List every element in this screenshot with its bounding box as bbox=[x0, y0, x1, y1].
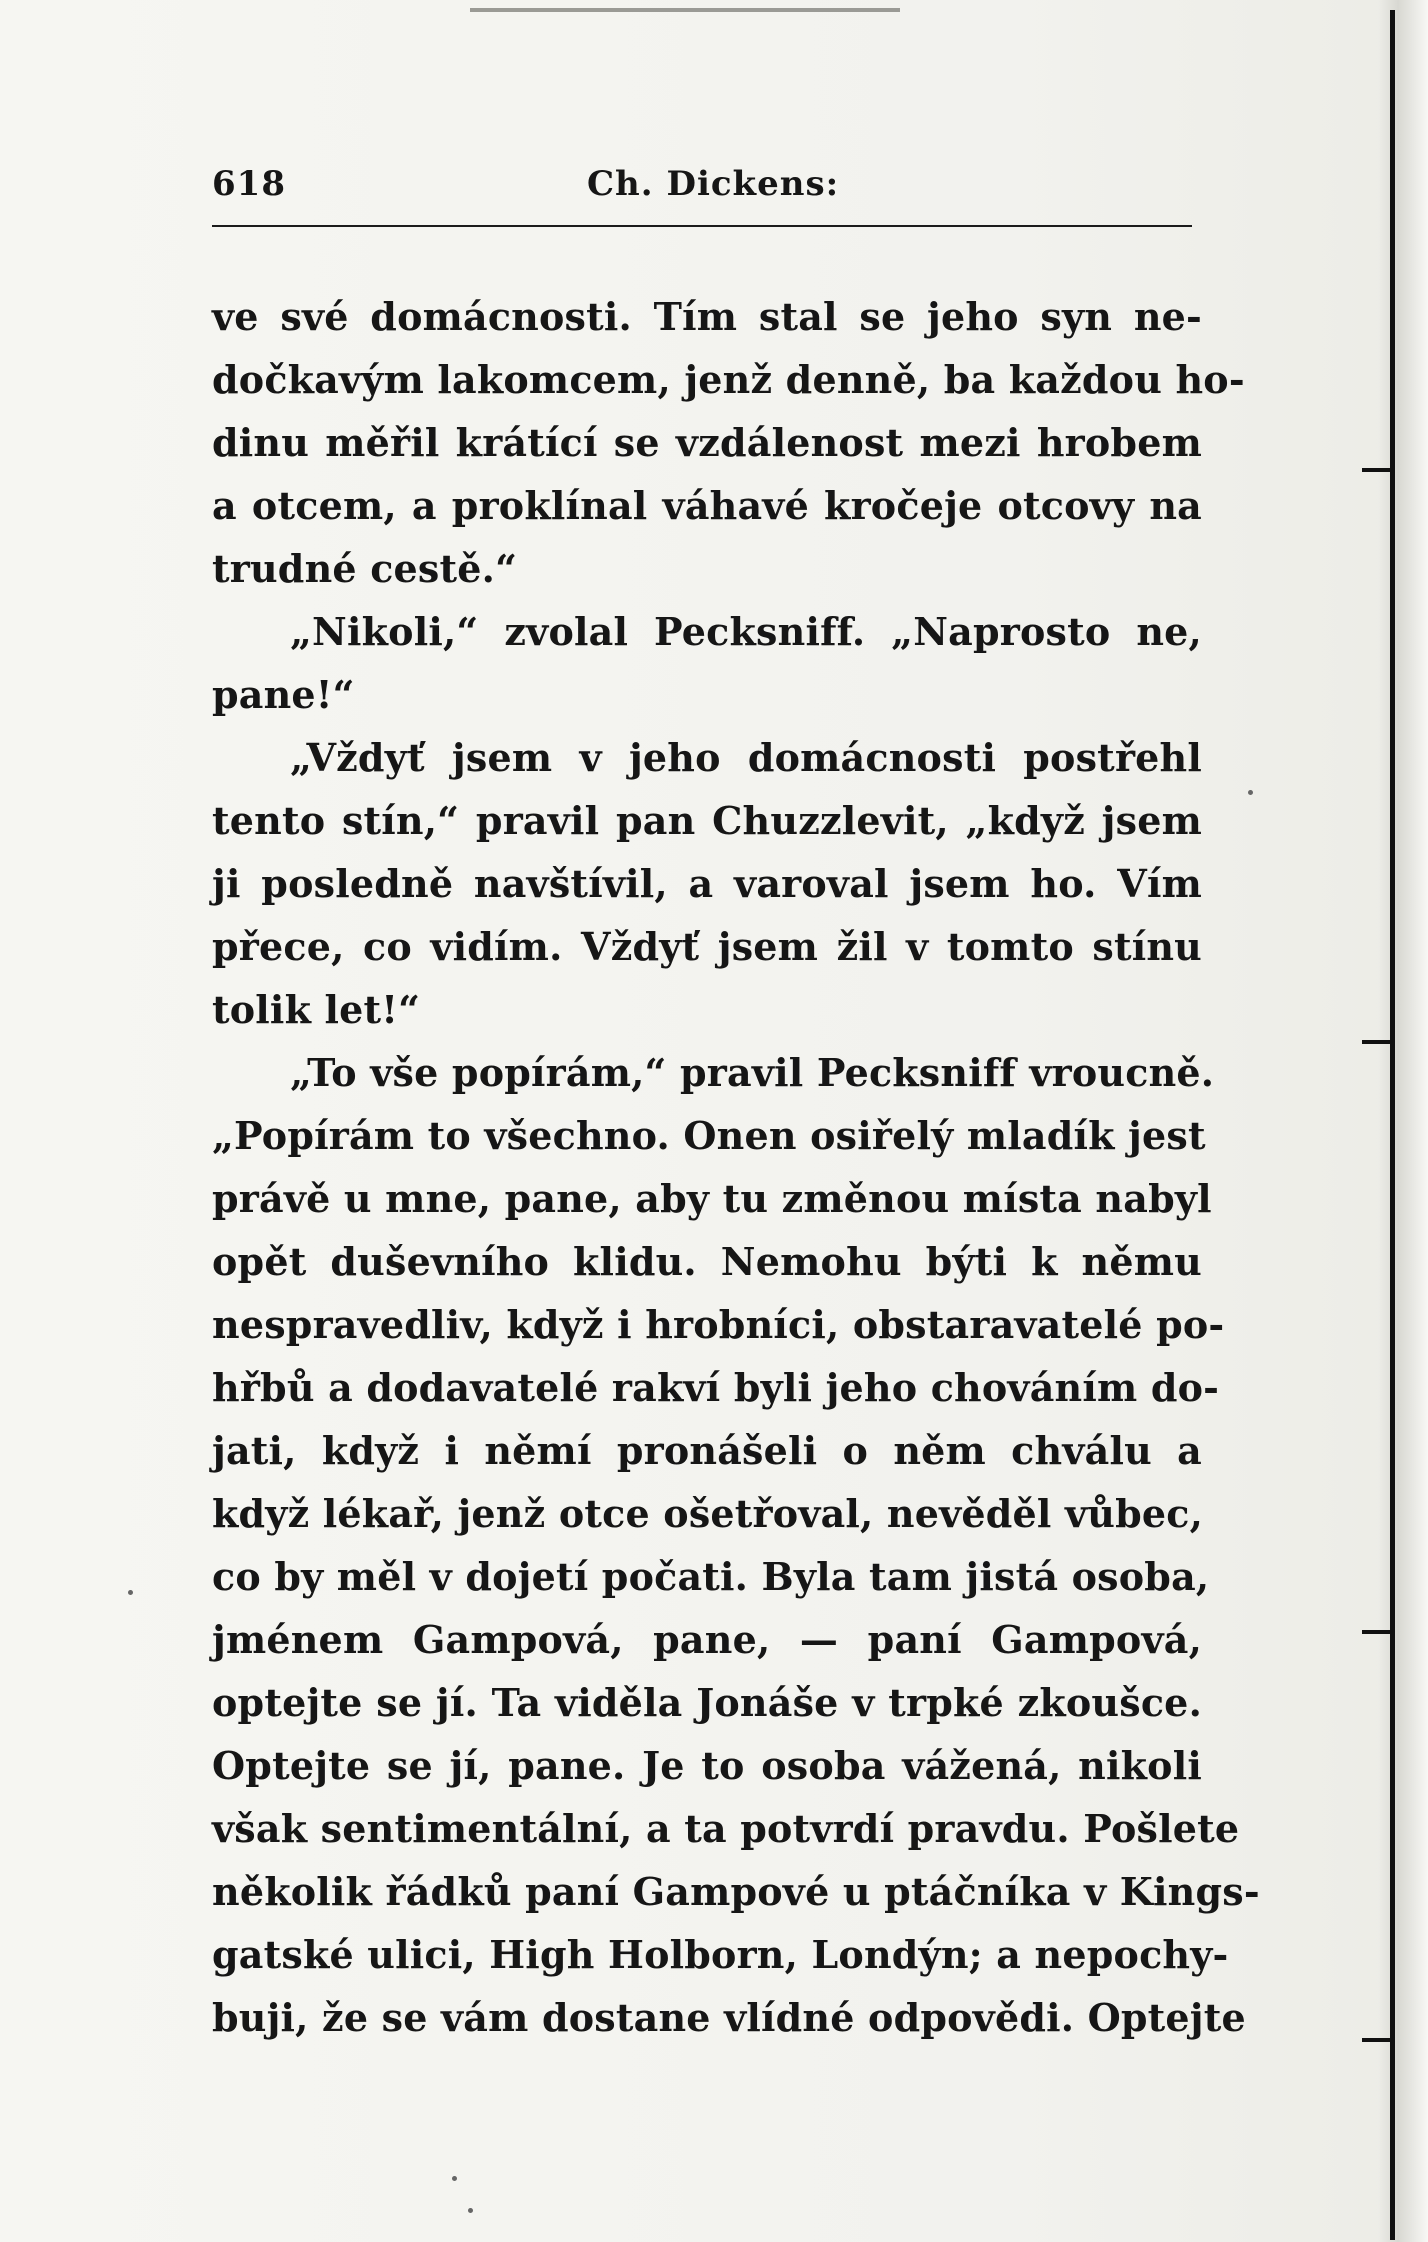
page-header bbox=[212, 164, 1192, 212]
text-line: dinu měřil krátící se vzdálenost mezi hrobem bbox=[212, 420, 1202, 465]
binding-mark bbox=[1362, 2038, 1392, 2042]
text-line: „To vše popírám,“ pravil Pecksniff vroucně. bbox=[290, 1050, 1215, 1095]
scan-speck bbox=[468, 2208, 473, 2213]
text-line: však sentimentální, a ta potvrdí pravdu. Pošlete bbox=[212, 1806, 1240, 1851]
text-line: ji posledně navštívil, a varoval jsem ho. Vím bbox=[212, 861, 1202, 906]
text-line: „Vždyť jsem v jeho domácnosti postřehl bbox=[290, 735, 1202, 780]
text-line: dočkavým lakomcem, jenž denně, ba každou ho- bbox=[212, 357, 1245, 402]
text-line: opět duševního klidu. Nemohu býti k němu bbox=[212, 1239, 1202, 1284]
text-line: pane!“ bbox=[212, 672, 355, 717]
text-line: přece, co vidím. Vždyť jsem žil v tomto stínu bbox=[212, 924, 1202, 969]
text-line: buji, že se vám dostane vlídné odpovědi. Optejte bbox=[212, 1995, 1246, 2040]
binding-edge bbox=[1378, 0, 1428, 2242]
scan-speck bbox=[1248, 790, 1253, 795]
text-line: tento stín,“ pravil pan Chuzzlevit, „když jsem bbox=[212, 798, 1202, 843]
page-number: 618 bbox=[212, 164, 286, 204]
text-line: nespravedliv, když i hrobníci, obstaravatelé po- bbox=[212, 1302, 1225, 1347]
text-line: trudné cestě.“ bbox=[212, 546, 518, 591]
text-line: „Nikoli,“ zvolal Pecksniff. „Naprosto ne, bbox=[290, 609, 1202, 654]
binding-mark bbox=[1362, 468, 1392, 472]
text-line: hřbů a dodavatelé rakví byli jeho chováním do- bbox=[212, 1365, 1220, 1410]
scan-speck bbox=[128, 1590, 133, 1595]
binding-mark bbox=[1362, 1040, 1392, 1044]
scan-speck bbox=[452, 2176, 457, 2181]
running-head: Ch. Dickens: bbox=[587, 164, 840, 204]
text-line: několik řádků paní Gampové u ptáčníka v Kings- bbox=[212, 1869, 1260, 1914]
text-line: „Popírám to všechno. Onen osiřelý mladík jest bbox=[212, 1113, 1206, 1158]
binding-line bbox=[1390, 10, 1395, 2240]
text-line: optejte se jí. Ta viděla Jonáše v trpké zkoušce. bbox=[212, 1680, 1202, 1725]
scan-smudge bbox=[470, 8, 900, 12]
text-line: jménem Gampová, pane, — paní Gampová, bbox=[212, 1617, 1202, 1662]
text-line: tolik let!“ bbox=[212, 987, 421, 1032]
text-line: Optejte se jí, pane. Je to osoba vážená, nikoli bbox=[212, 1743, 1202, 1788]
text-line: právě u mne, pane, aby tu změnou místa nabyl bbox=[212, 1176, 1212, 1221]
text-line: a otcem, a proklínal váhavé kročeje otcovy na bbox=[212, 483, 1202, 528]
text-line: když lékař, jenž otce ošetřoval, nevěděl vůbec, bbox=[212, 1491, 1203, 1536]
text-line: jati, když i němí pronášeli o něm chválu a bbox=[212, 1428, 1202, 1473]
header-rule bbox=[212, 225, 1192, 227]
text-line: gatské ulici, High Holborn, Londýn; a nepochy- bbox=[212, 1932, 1229, 1977]
text-line: ve své domácnosti. Tím stal se jeho syn ne- bbox=[212, 294, 1202, 339]
binding-mark bbox=[1362, 1630, 1392, 1634]
text-line: co by měl v dojetí počati. Byla tam jistá osoba, bbox=[212, 1554, 1210, 1599]
body-text bbox=[212, 285, 1260, 2049]
